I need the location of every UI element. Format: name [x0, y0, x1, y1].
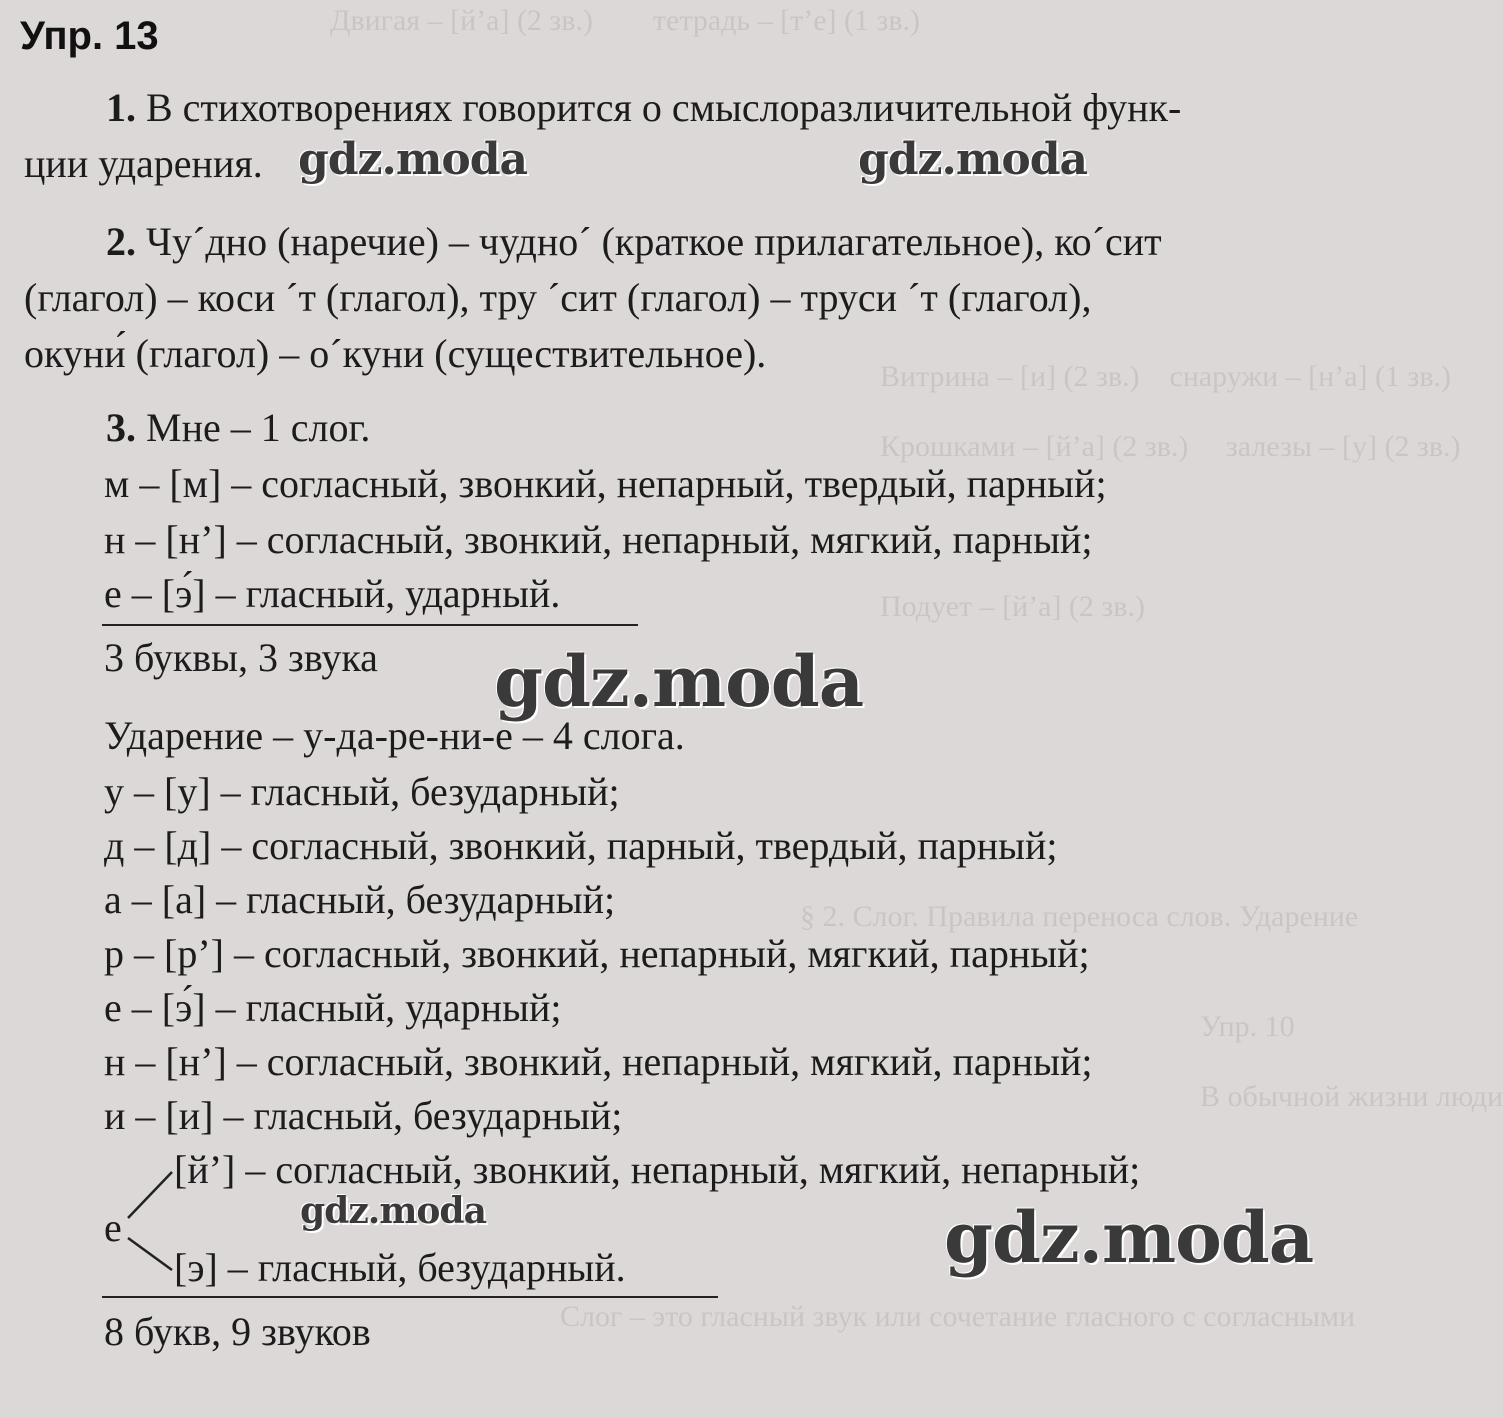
watermark-text: gdz.moda [944, 1196, 1314, 1279]
sound-line: р – [р’] – согласный, звонкий, непарный, мягкий, парный; [104, 931, 1090, 976]
summary-divider [102, 624, 638, 626]
summary-line: 8 букв, 9 звуков [104, 1309, 371, 1354]
paragraph-3-head [106, 405, 371, 450]
paragraph-1-line-2: ции ударения. [24, 141, 263, 186]
watermark-text: gdz.moda [300, 1190, 486, 1232]
item-number-2: 2. [106, 219, 136, 264]
summary-line: 3 буквы, 3 звука [104, 635, 378, 680]
watermark-text: gdz.moda [858, 134, 1088, 185]
sound-line: д – [д] – согласный, звонкий, парный, твердый, парный; [104, 823, 1058, 868]
summary-divider [102, 1296, 718, 1298]
sound-line: н – [н’] – согласный, звонкий, непарный, мягкий, парный; [104, 517, 1093, 562]
sound-line: у – [у] – гласный, безударный; [104, 769, 620, 814]
item-number-1: 1. [106, 85, 136, 130]
branch-letter: е [104, 1205, 122, 1250]
branch-top-line: [й’] – согласный, звонкий, непарный, мягкий, непарный; [174, 1147, 1141, 1192]
sound-line: и – [и] – гласный, безударный; [104, 1093, 623, 1138]
paragraph-2-line-2: (глагол) – коси ´т (глагол), тру ´сит (глагол) – труси ´т (глагол), [24, 275, 1092, 320]
sound-line: н – [н’] – согласный, звонкий, непарный, мягкий, парный; [104, 1039, 1093, 1084]
paragraph-3-head-text: Мне – 1 слог. [146, 405, 371, 450]
paragraph-1-text-1: В стихотворениях говорится о смыслоразличительной функ- [146, 85, 1182, 130]
paragraph-1-line-1 [106, 85, 1182, 130]
paragraph-2-line-1 [106, 219, 1162, 264]
sound-line: е – [э́] – гласный, ударный; [104, 985, 562, 1030]
sound-line: а – [а] – гласный, безударный; [104, 877, 616, 922]
exercise-title: Упр. 13 [20, 14, 159, 58]
sound-line: м – [м] – согласный, звонкий, непарный, твердый, парный; [104, 461, 1107, 506]
paragraph-2-line-3: окуни́ (глагол) – о´куни (существительное). [24, 331, 767, 376]
watermark-text: gdz.moda [494, 640, 864, 723]
watermark-text: gdz.moda [298, 134, 528, 185]
item-number-3: 3. [106, 405, 136, 450]
sound-line: е – [э́] – гласный, ударный. [104, 571, 561, 616]
paragraph-2-text-1: Чу´дно (наречие) – чудно´ (краткое прилагательное), ко´сит [146, 219, 1162, 264]
branch-bottom-line: [э] – гласный, безударный. [174, 1245, 626, 1290]
paragraph-4-head: Ударение – у-да-ре-ни-е – 4 слога. [104, 713, 685, 758]
